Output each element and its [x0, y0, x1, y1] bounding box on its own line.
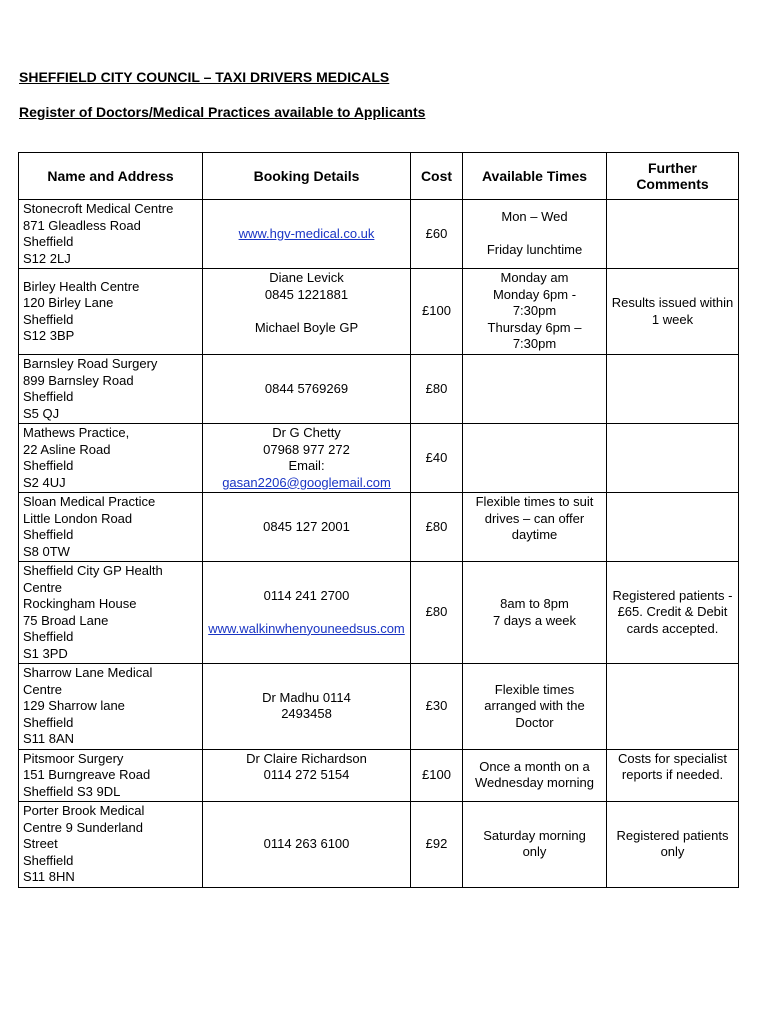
practice-address: Sheffield City GP Health Centre Rockingham House 75 Broad Lane Sheffield S1 3PD: [19, 562, 203, 664]
booking-details: [203, 200, 411, 269]
booking-details: Dr G Chetty 07968 977 272 Email: gasan2206@googlemail.com: [203, 424, 411, 493]
booking-details: Diane Levick 0845 1221881 Michael Boyle GP: [203, 269, 411, 355]
header-further-comments: Further Comments: [607, 153, 739, 200]
cost-value: £80: [411, 355, 463, 424]
further-comments: [607, 664, 739, 750]
available-times: Monday am Monday 6pm - 7:30pm Thursday 6pm – 7:30pm: [463, 269, 607, 355]
cost-value: £60: [411, 200, 463, 269]
header-available-times: Available Times: [463, 153, 607, 200]
table-row: [19, 749, 739, 802]
further-comments: Costs for specialist reports if needed.: [607, 749, 739, 802]
email-link[interactable]: gasan2206@googlemail.com: [222, 474, 391, 490]
available-times: Flexible times arranged with the Doctor: [463, 664, 607, 750]
available-times: [463, 355, 607, 424]
further-comments: [607, 200, 739, 269]
cost-value: £40: [411, 424, 463, 493]
practice-address: Barnsley Road Surgery 899 Barnsley Road Sheffield S5 QJ: [19, 355, 203, 424]
cost-value: £100: [411, 749, 463, 802]
header-cost: Cost: [411, 153, 463, 200]
practice-address: Pitsmoor Surgery 151 Burngreave Road Sheffield S3 9DL: [19, 749, 203, 802]
further-comments: [607, 493, 739, 562]
further-comments: Registered patients - £65. Credit & Debit cards accepted.: [607, 562, 739, 664]
header-row: [19, 153, 739, 200]
table-row: [19, 355, 739, 424]
document-subtitle: Register of Doctors/Medical Practices available to Applicants: [19, 104, 426, 120]
practice-address: Porter Brook Medical Centre 9 Sunderland Street Sheffield S11 8HN: [19, 802, 203, 888]
website-link[interactable]: www.walkinwhenyouneedsus.com: [208, 620, 405, 636]
register-table: [18, 152, 739, 888]
table-row: [19, 200, 739, 269]
further-comments: Registered patients only: [607, 802, 739, 888]
table-row: [19, 493, 739, 562]
booking-details: 0845 127 2001: [203, 493, 411, 562]
available-times: 8am to 8pm 7 days a week: [463, 562, 607, 664]
booking-details: Dr Madhu 0114 2493458: [203, 664, 411, 750]
practice-address: Sharrow Lane Medical Centre 129 Sharrow lane Sheffield S11 8AN: [19, 664, 203, 750]
cost-value: £80: [411, 562, 463, 664]
document-title: SHEFFIELD CITY COUNCIL – TAXI DRIVERS MEDICALS: [19, 69, 390, 85]
booking-details: Dr Claire Richardson 0114 272 5154: [203, 749, 411, 802]
available-times: Once a month on a Wednesday morning: [463, 749, 607, 802]
available-times: Mon – Wed Friday lunchtime: [463, 200, 607, 269]
further-comments: Results issued within 1 week: [607, 269, 739, 355]
table-row: [19, 562, 739, 664]
booking-details: 0114 241 2700 www.walkinwhenyouneedsus.com: [203, 562, 411, 664]
cost-value: £30: [411, 664, 463, 750]
available-times: [463, 424, 607, 493]
cost-value: £80: [411, 493, 463, 562]
practice-address: Sloan Medical Practice Little London Road Sheffield S8 0TW: [19, 493, 203, 562]
table-row: [19, 424, 739, 493]
practice-address: Mathews Practice, 22 Asline Road Sheffield S2 4UJ: [19, 424, 203, 493]
table-row: [19, 269, 739, 355]
available-times: Flexible times to suit drives – can offer daytime: [463, 493, 607, 562]
booking-details: 0114 263 6100: [203, 802, 411, 888]
table-row: [19, 802, 739, 888]
header-name-address: Name and Address: [19, 153, 203, 200]
cost-value: £100: [411, 269, 463, 355]
website-link[interactable]: www.hgv-medical.co.uk: [238, 225, 375, 241]
further-comments: [607, 424, 739, 493]
header-booking-details: Booking Details: [203, 153, 411, 200]
practice-address: Stonecroft Medical Centre 871 Gleadless Road Sheffield S12 2LJ: [19, 200, 203, 269]
cost-value: £92: [411, 802, 463, 888]
booking-details: 0844 5769269: [203, 355, 411, 424]
table-row: [19, 664, 739, 750]
practice-address: Birley Health Centre 120 Birley Lane Sheffield S12 3BP: [19, 269, 203, 355]
further-comments: [607, 355, 739, 424]
available-times: Saturday morning only: [463, 802, 607, 888]
